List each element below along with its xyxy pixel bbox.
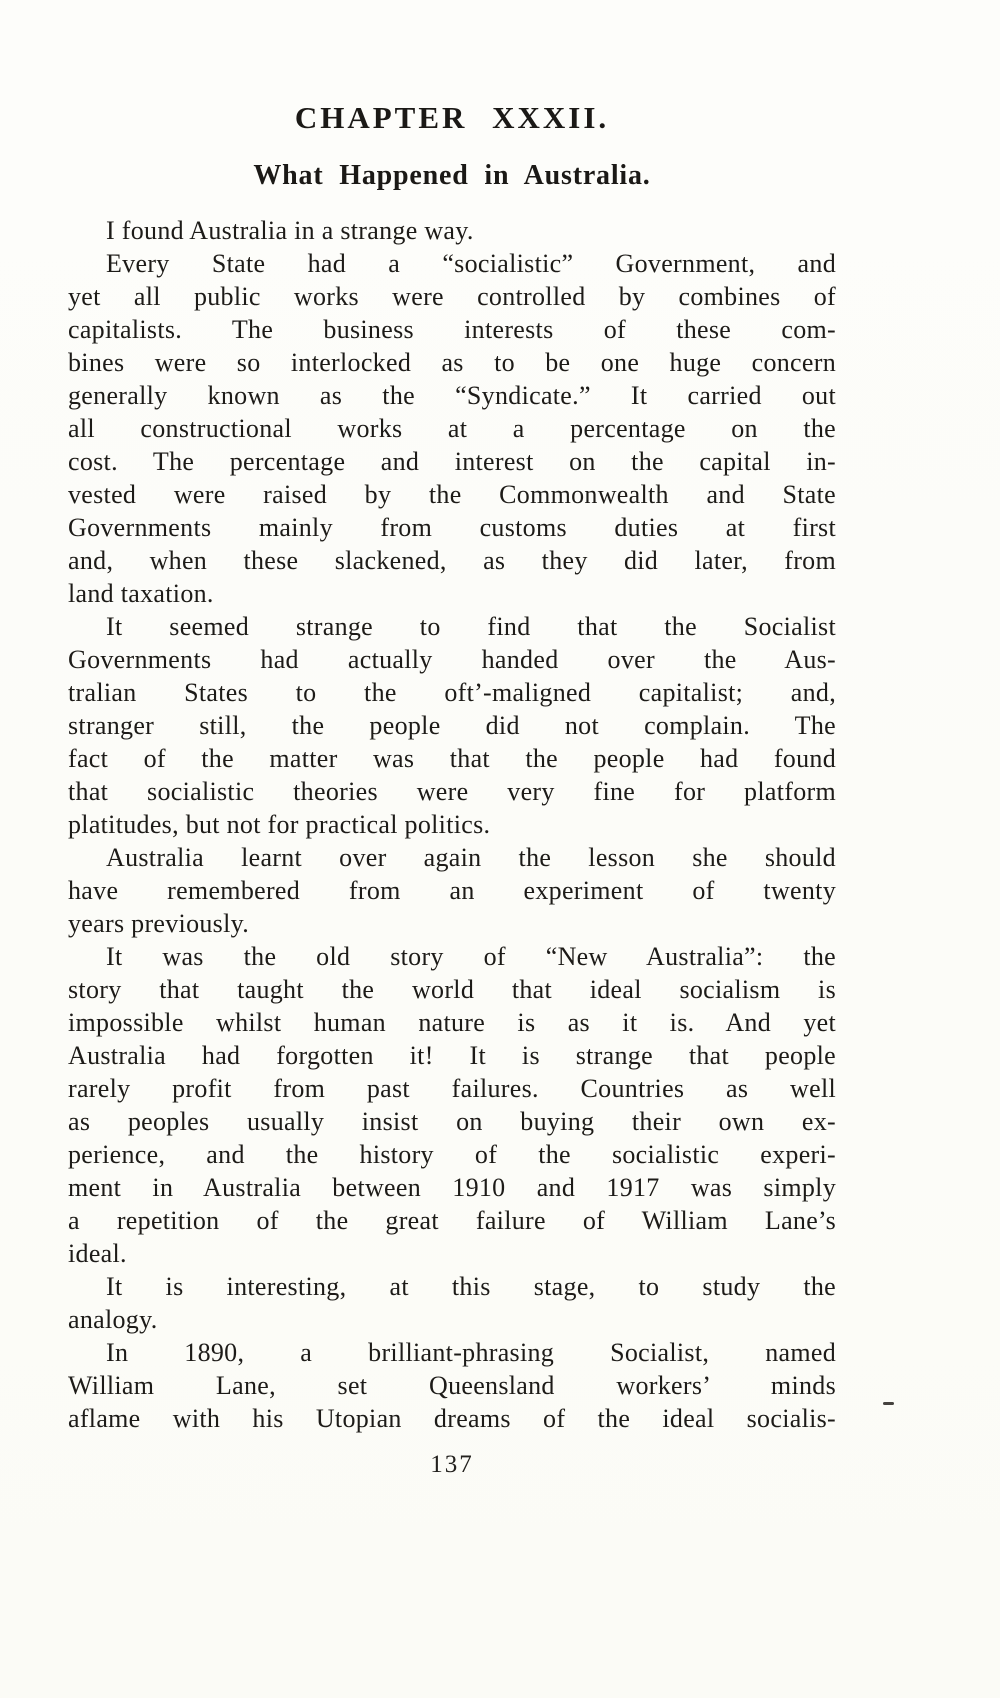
text-line: generally known as the “Syndicate.” It carried out [68,381,836,410]
text-line: rarely profit from past failures. Countries as well [68,1074,836,1103]
text-line: yet all public works were controlled by combines of [68,282,836,311]
text-line: tralian States to the oft’-maligned capitalist; and, [68,678,836,707]
text-line: In 1890, a brilliant-phrasing Socialist, named [106,1338,836,1367]
text-line: that socialistic theories were very fine for platform [68,777,836,806]
text-line: Australia learnt over again the lesson she should [106,843,836,872]
text-line: Every State had a “socialistic” Government, and [106,249,836,278]
text-line: stranger still, the people did not complain. The [68,711,836,740]
text-line: bines were so interlocked as to be one huge concern [68,348,836,377]
text-line: ideal. [68,1239,127,1268]
scan-artifact-mark [883,1402,894,1405]
chapter-heading: CHAPTER XXXII. [294,100,610,135]
text-line: It was the old story of “New Australia”: the [106,942,836,971]
text-line: all constructional works at a percentage on the [68,414,836,443]
body-text [68,214,836,1435]
text-line: have remembered from an experiment of twenty [68,876,836,905]
text-line: a repetition of the great failure of William Lane’s [68,1206,836,1235]
text-line: as peoples usually insist on buying their own ex- [68,1107,836,1136]
text-line: It seemed strange to find that the Socialist [106,612,836,641]
text-line: Governments mainly from customs duties at first [68,513,836,542]
text-line: vested were raised by the Commonwealth and State [68,480,836,509]
text-line: capitalists. The business interests of these com- [68,315,836,344]
text-line: Governments had actually handed over the Aus- [68,645,836,674]
text-line: perience, and the history of the socialistic experi- [68,1140,836,1169]
page-number: 137 [430,1451,474,1478]
text-line: analogy. [68,1305,158,1334]
text-line: platitudes, but not for practical politics. [68,810,491,839]
text-line: William Lane, set Queensland workers’ minds [68,1371,836,1400]
section-title: What Happened in Australia. [253,160,651,191]
text-line: I found Australia in a strange way. [106,216,474,245]
text-line: cost. The percentage and interest on the capital in- [68,447,836,476]
text-line: Australia had forgotten it! It is strange that people [68,1041,836,1070]
text-line: It is interesting, at this stage, to study the [106,1272,836,1301]
text-line: aflame with his Utopian dreams of the ideal socialis- [68,1404,836,1433]
text-line: fact of the matter was that the people had found [68,744,836,773]
page-content [68,100,836,1479]
text-line: impossible whilst human nature is as it is. And yet [68,1008,836,1037]
text-line: ment in Australia between 1910 and 1917 was simply [68,1173,836,1202]
text-line: years previously. [68,909,250,938]
text-line: land taxation. [68,579,214,608]
text-line: and, when these slackened, as they did later, from [68,546,836,575]
text-line: story that taught the world that ideal socialism is [68,975,836,1004]
